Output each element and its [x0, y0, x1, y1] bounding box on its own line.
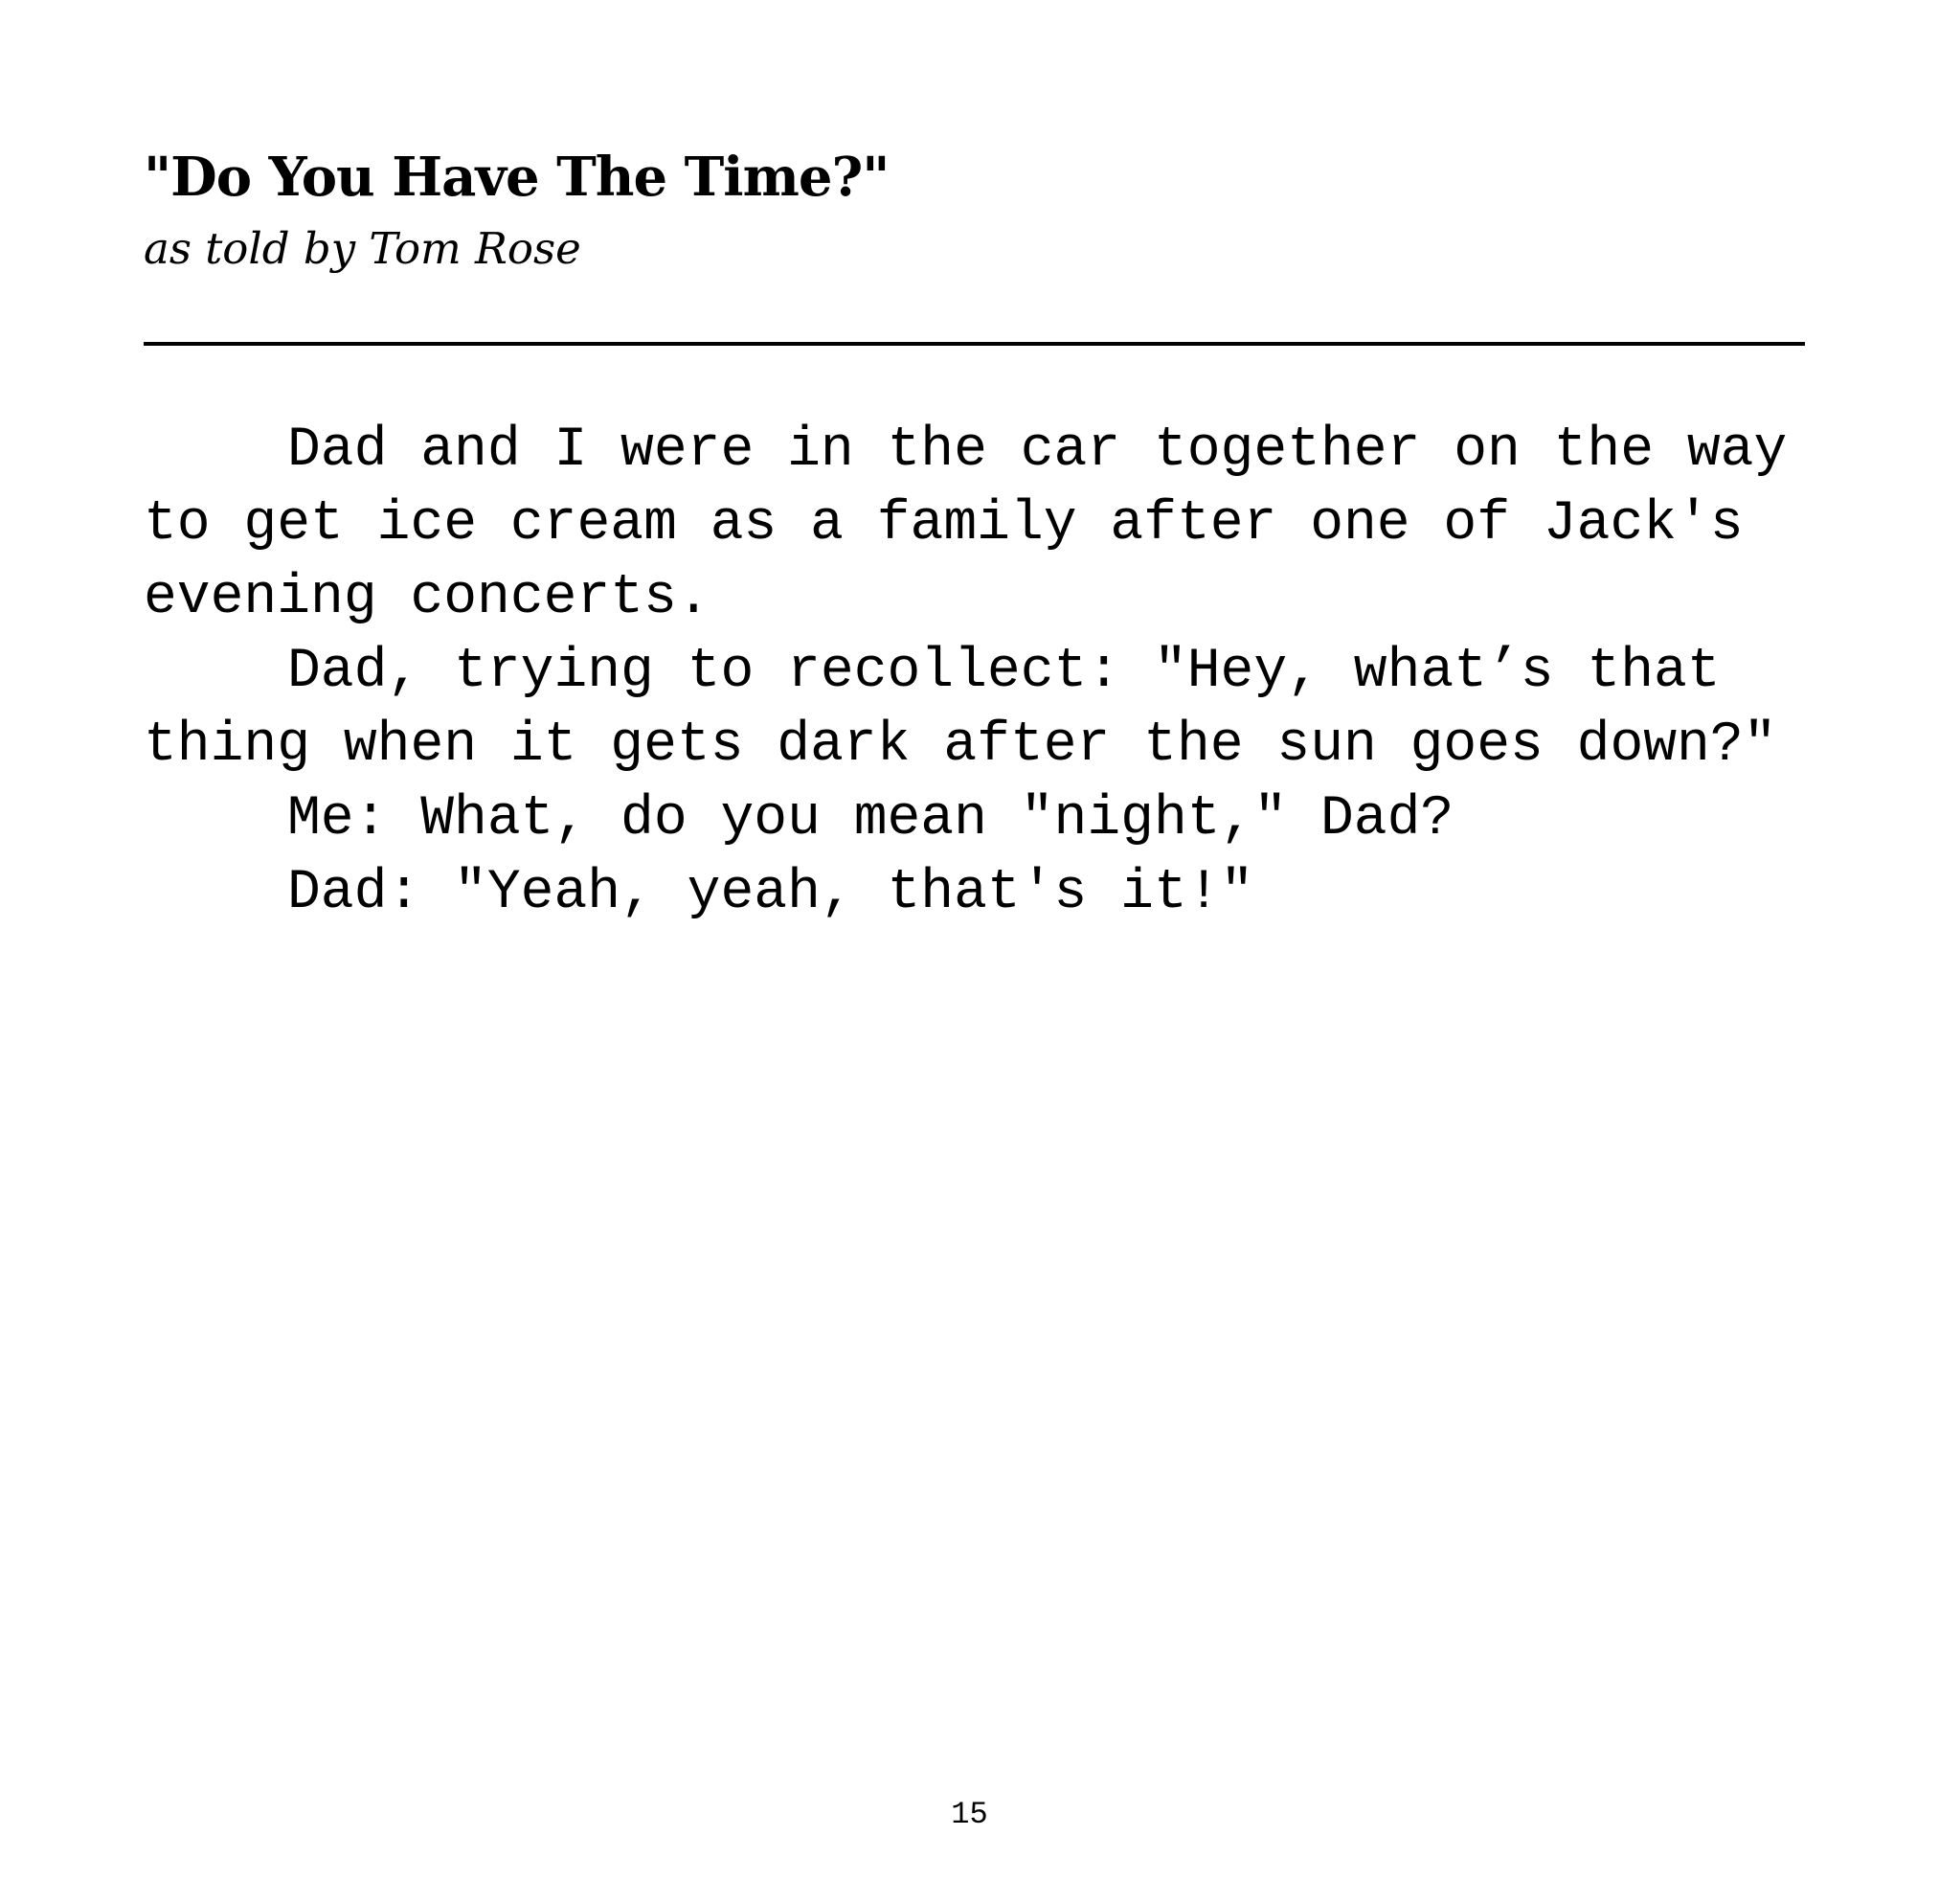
story-title: "Do You Have The Time?"	[144, 146, 890, 209]
story-paragraph-4: Dad: "Yeah, yeah, that's it!"	[287, 862, 1254, 924]
page-number: 15	[951, 1797, 988, 1832]
title-divider	[144, 342, 1805, 346]
story-body	[144, 414, 1805, 930]
story-paragraph-3: Me: What, do you mean "night," Dad?	[287, 788, 1454, 850]
story-paragraph-1: Dad and I were in the car together on the way to get ice cream as a family after one of Jack's evening concerts.	[144, 419, 1788, 629]
story-byline: as told by Tom Rose	[144, 223, 581, 274]
story-paragraph-2: Dad, trying to recollect: "Hey, what’s that thing when it gets dark after the sun goes down?"	[144, 641, 1777, 777]
